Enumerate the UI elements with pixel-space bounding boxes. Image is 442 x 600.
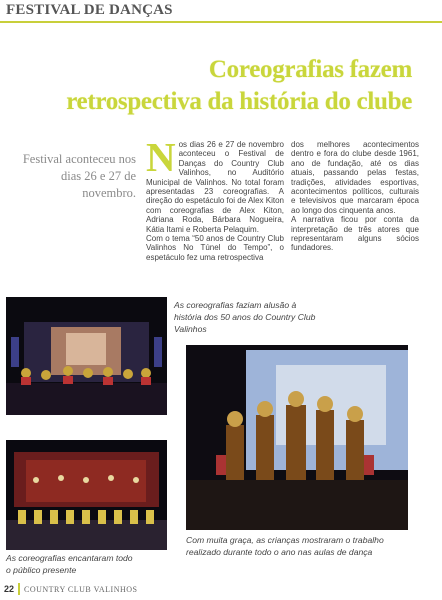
- header-rule: [0, 21, 442, 23]
- photo-caption-top: As coreografias faziam alusão à história dos 50 anos do Country Club Valinhos: [174, 300, 316, 334]
- article-title-line-1: Coreografias fazem: [208, 56, 412, 83]
- photo-caption-bottom-right: Com muita graça, as crianças mostraram o trabalho realizado durante todo o ano nas aulas de dança: [186, 535, 384, 557]
- body-column-left: [146, 134, 284, 262]
- body-paragraph-3: dos melhores acontecimentos dentro e fora do clube desde 1961, ano de fundação, até os dias atuais, passando pelas festas, tradições, atividades esportivas, acontecimentos políticos, culturais e televisivos que marcaram época ao longo dos cinquenta anos.: [291, 140, 419, 215]
- article-deck: Festival aconteceu nos dias 26 e 27 de novembro.: [22, 152, 136, 200]
- photo-caption-bottom-left: As coreografias encantaram todo o público presente: [6, 553, 133, 575]
- body-paragraph-4: A narrativa ficou por conta da interpretação de três atores que representaram alguns sócios fundadores.: [291, 215, 419, 253]
- section-label: FESTIVAL DE DANÇAS: [6, 2, 173, 18]
- body-paragraph-1: os dias 26 e 27 de novembro aconteceu o Festival de Danças do Country Club Valinhos, no Auditório Municipal de Valinhos. No total foram apresentadas 23 coreografias. A direção do espetáculo foi de Alex Kiton com coreografias de Alex Kiton, Adriana Roda, Bárbara Nogueira, Kátia Itami e Roberta Pelaquim.: [146, 140, 284, 234]
- stage-photo-large: [186, 345, 408, 530]
- body-paragraph-2: Com o tema “50 anos de Country Club Valinhos No Túnel do Tempo”, o espetáculo fez uma retrospectiva: [146, 234, 284, 262]
- body-column-right: [291, 140, 419, 253]
- stage-photo-bottom-left: [6, 440, 167, 550]
- footer-publication: COUNTRY CLUB VALINHOS: [24, 585, 138, 594]
- footer-divider: [18, 583, 20, 595]
- stage-photo-top-left: [6, 297, 167, 415]
- drop-cap: N: [146, 134, 176, 180]
- page-number: 22: [4, 584, 15, 594]
- article-title-line-2: retrospectiva da história do clube: [66, 88, 412, 115]
